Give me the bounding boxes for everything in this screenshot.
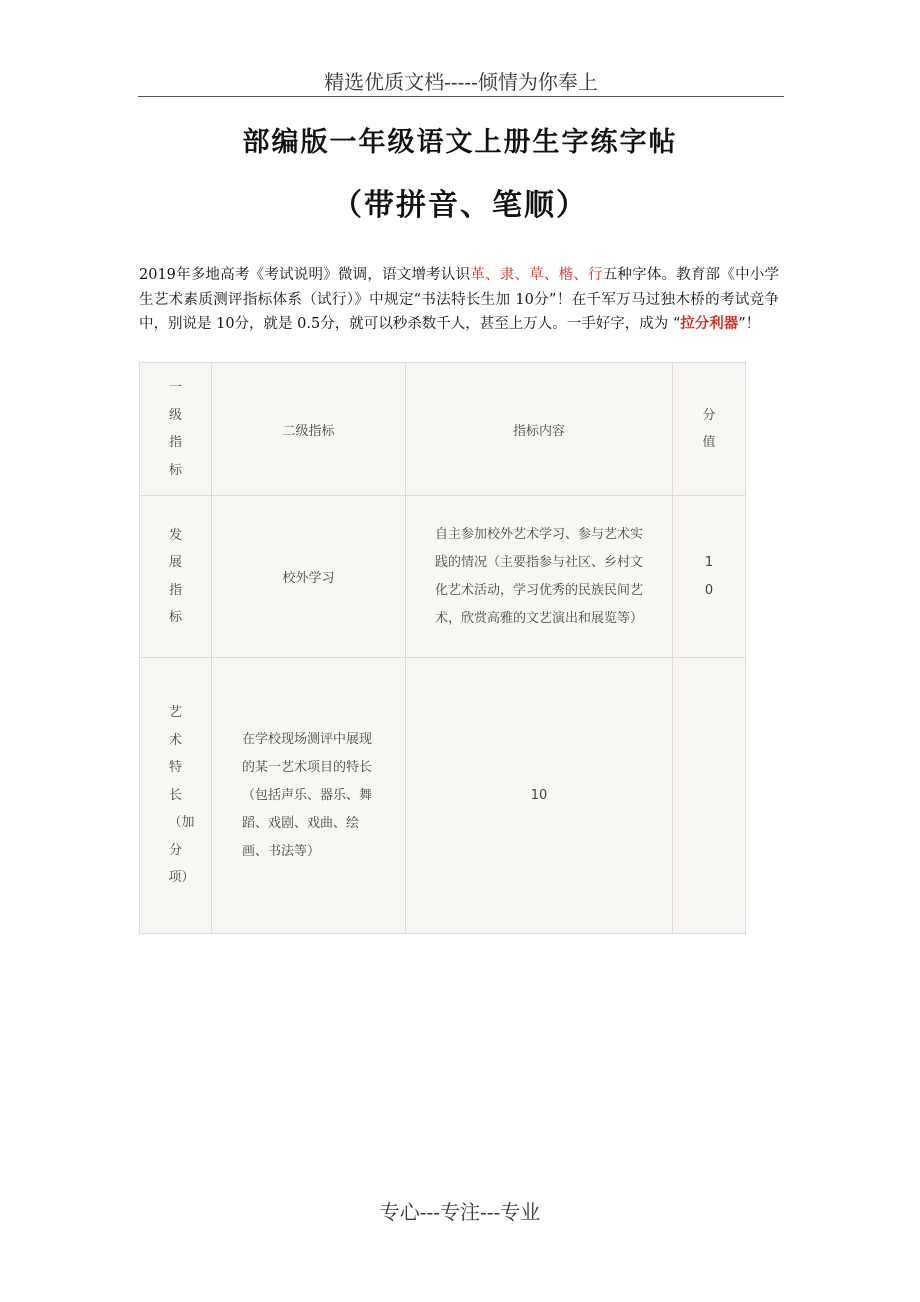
row2-level1 — [140, 658, 212, 934]
row2-score — [673, 658, 746, 934]
row1-score — [673, 496, 746, 658]
document-subtitle: （带拼音、笔顺） — [332, 188, 588, 223]
document-title: 部编版一年级语文上册生字练字帖 — [242, 127, 678, 158]
row1-score-text: 10 — [704, 555, 714, 598]
page-footer: 专心---专注---专业 — [379, 1200, 541, 1224]
header-level1 — [140, 363, 212, 496]
intro-highlight-tool: 拉分利器 — [680, 315, 739, 332]
header-level1-text: 一级指标 — [168, 380, 182, 478]
row1-level1 — [140, 496, 212, 658]
intro-paragraph — [139, 263, 779, 337]
header-score-text: 分值 — [702, 407, 716, 450]
header-score — [673, 363, 746, 496]
row2-content: 10 — [406, 658, 673, 934]
row2-level1-text: 艺术特长（加分项） — [168, 705, 195, 886]
indicator-table — [139, 362, 746, 934]
intro-fonts-highlight: 革、隶、草、楷、行 — [470, 267, 603, 283]
page-header: 精选优质文档-----倾情为你奉上 — [324, 70, 598, 94]
header-divider — [138, 96, 784, 97]
header-content: 指标内容 — [406, 363, 673, 496]
header-level2: 二级指标 — [212, 363, 406, 496]
row1-level1-text: 发展指标 — [168, 527, 182, 625]
row1-level2: 校外学习 — [212, 496, 406, 658]
row1-content: 自主参加校外艺术学习、参与艺术实践的情况（主要指参与社区、乡村文化艺术活动，学习优秀的民族民间艺术，欣赏高雅的文艺演出和展览等） — [406, 496, 673, 658]
table-row — [140, 658, 746, 934]
intro-text-3: ”！ — [738, 316, 761, 332]
table-header-row — [140, 363, 746, 496]
table-row — [140, 496, 746, 658]
intro-text-1: 2019年多地高考《考试说明》微调，语文增考认识 — [139, 267, 471, 283]
intro-text-2: 五种字体。教育部《中小学生艺术素质测评指标体系（试行）》中规定“书法特长生加 10分”！在千军万马过独木桥的考试竞争中，别说是 10分，就是 0.5分，就可以秒杀数千人，甚至上万人。一手好字，成为 “ — [139, 267, 780, 332]
row2-level2: 在学校现场测评中展现的某一艺术项目的特长（包括声乐、器乐、舞蹈、戏剧、戏曲、绘画、书法等） — [212, 658, 406, 934]
